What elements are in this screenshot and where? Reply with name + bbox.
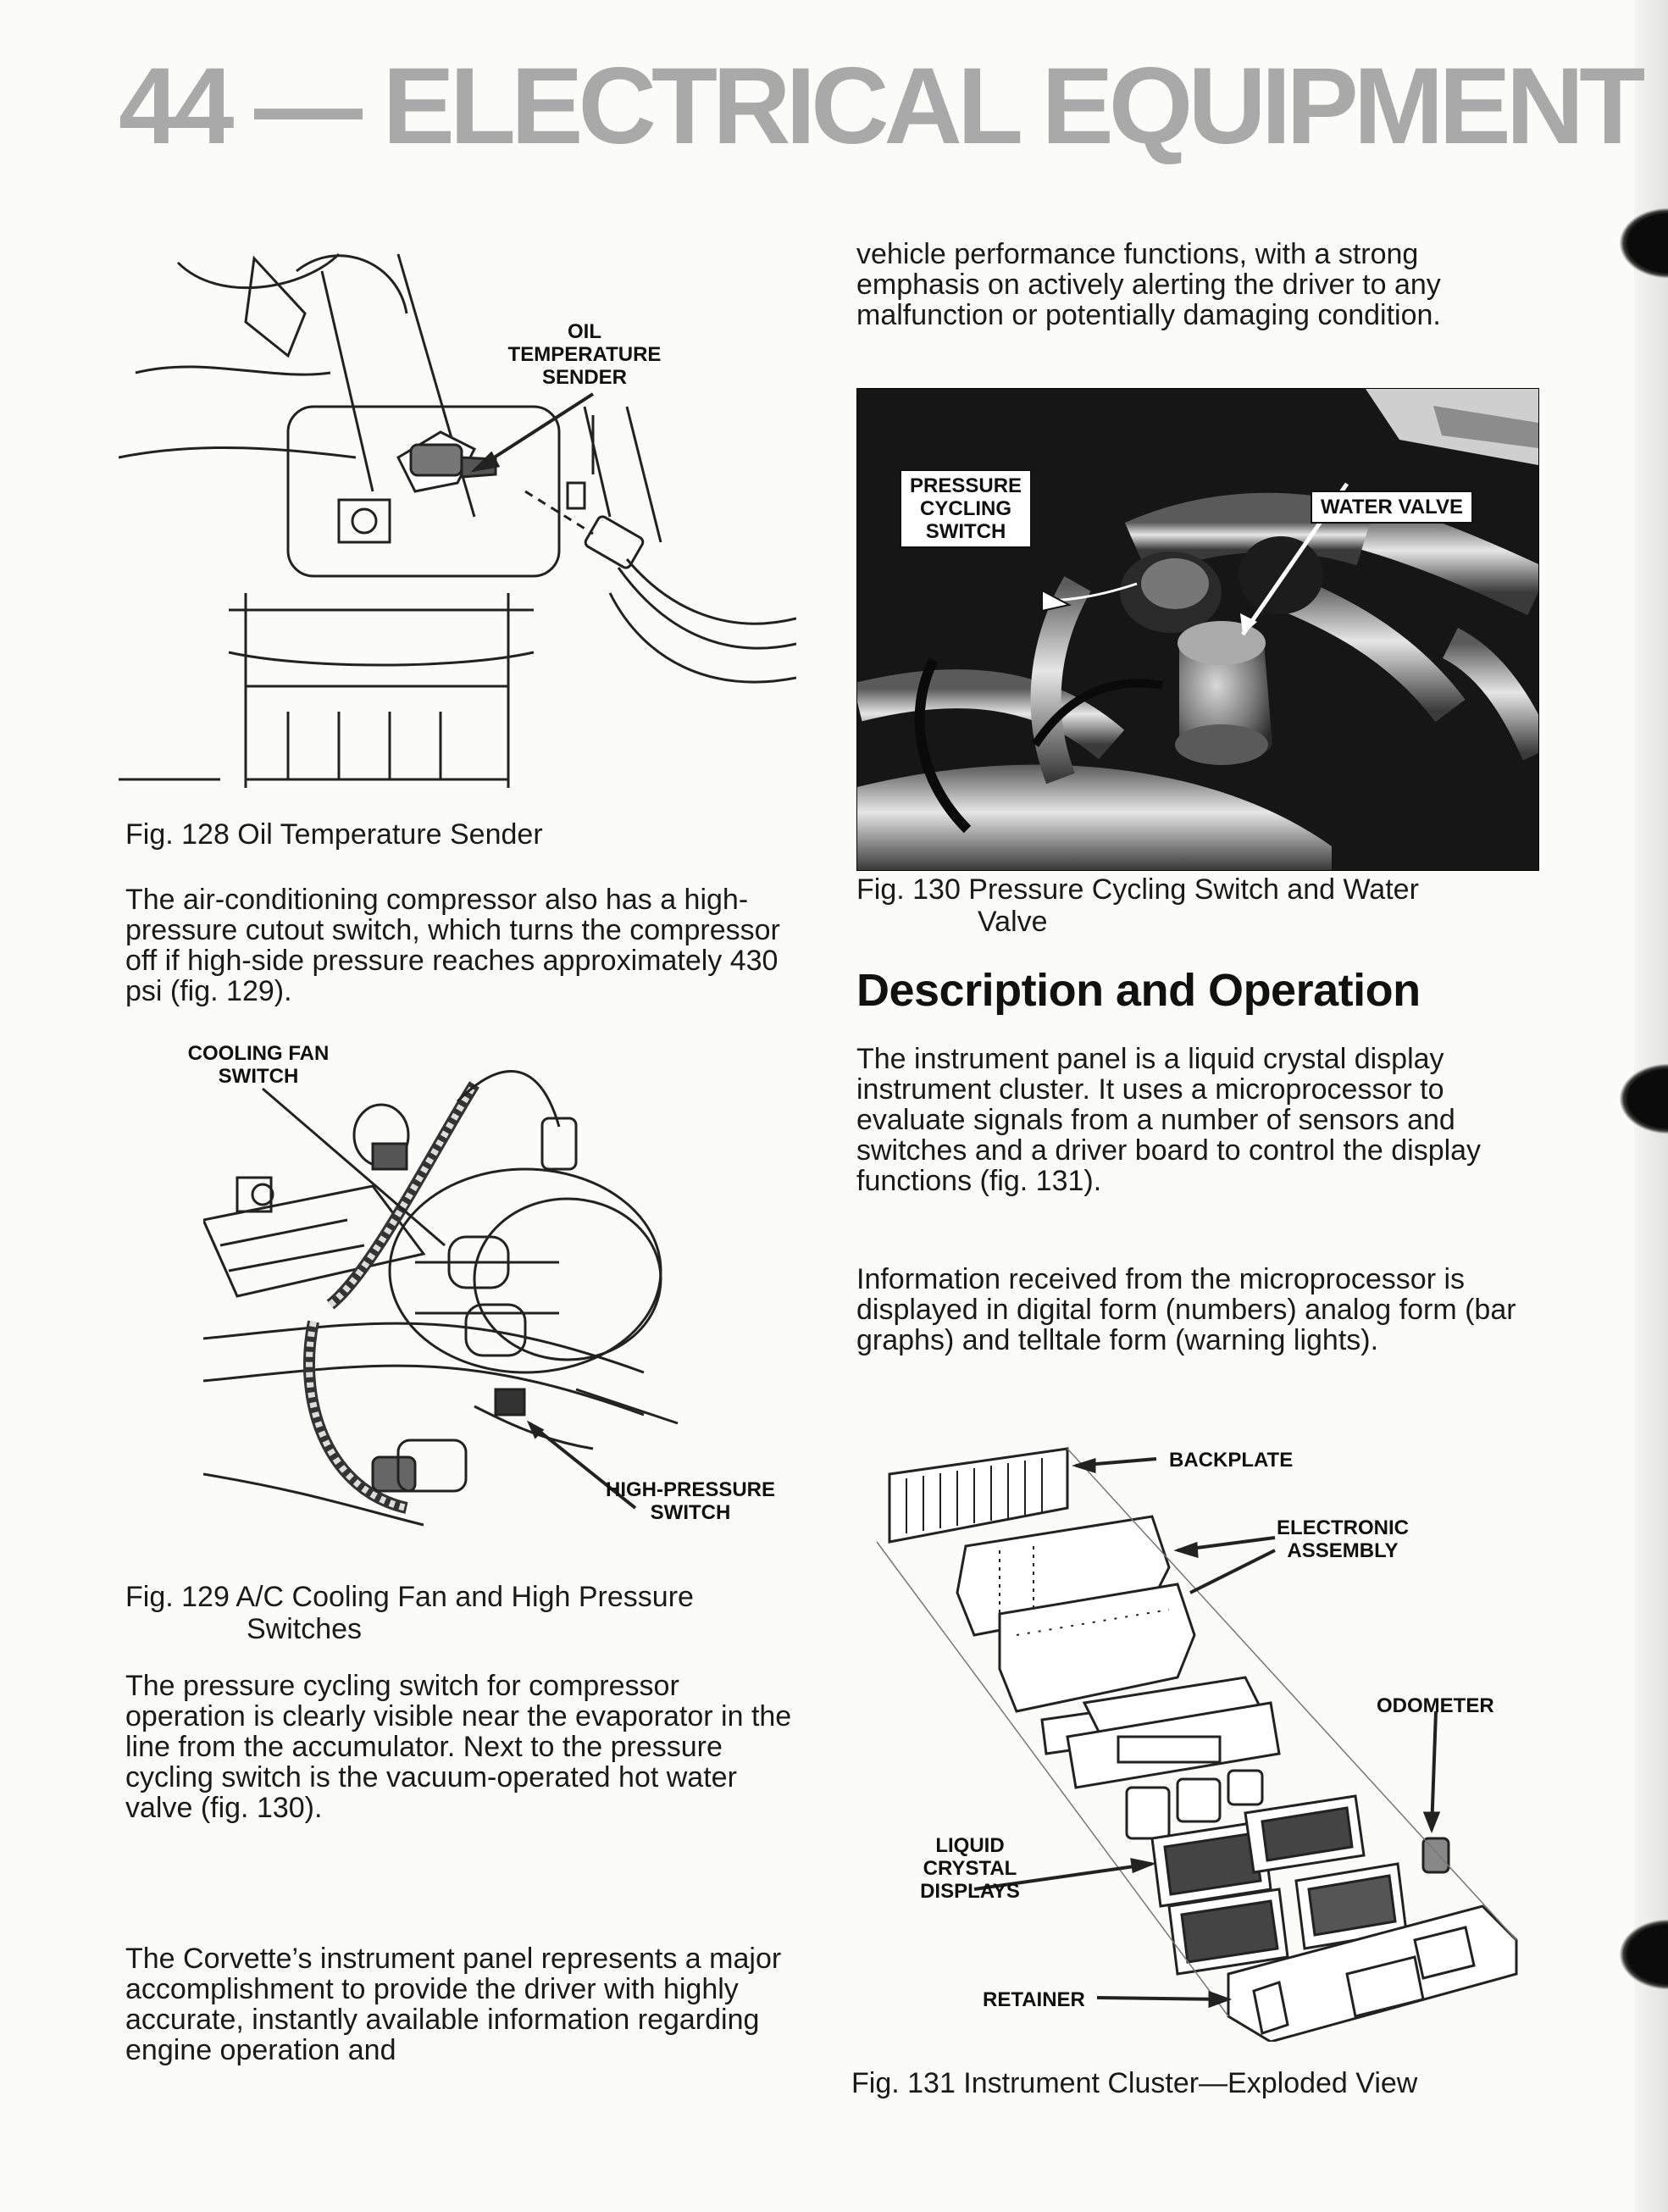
fig130-caption-line1: Fig. 130 Pressure Cycling Switch and Water	[856, 873, 1419, 906]
fig131-caption: Fig. 131 Instrument Cluster—Exploded View	[851, 2067, 1418, 2099]
fig131-callout-liquid-crystal-displays: LIQUID CRYSTAL DISPLAYS	[920, 1834, 1020, 1903]
punch-hole-middle	[1619, 1063, 1668, 1134]
fig129-ac-cooling-fan-illustration	[203, 1051, 796, 1533]
fig128-callout-oil-temp-sender: OIL TEMPERATURE SENDER	[507, 320, 662, 389]
fig129-caption-line1: Fig. 129 A/C Cooling Fan and High Pressure	[125, 1581, 694, 1613]
paragraph-performance-functions: vehicle performance functions, with a strong emphasis on actively alerting the driver to any malfunction or potentially damaging condition.	[856, 238, 1441, 331]
fig128-caption: Fig. 128 Oil Temperature Sender	[125, 818, 543, 851]
fig130-callout-water-valve: WATER VALVE	[1311, 491, 1473, 524]
fig131-instrument-cluster-exploded-illustration	[873, 1432, 1533, 2042]
fig129-caption-line2: Switches	[247, 1613, 363, 1645]
fig130-caption	[856, 873, 1419, 938]
paragraph-high-pressure-cutout: The air-conditioning compressor also has a high-pressure cutout switch, which turns the compressor off if high-side pressure reaches approximately 430 psi (fig. 129).	[125, 884, 780, 1007]
paragraph-display-forms: Information received from the microprocessor is displayed in digital form (numbers) analog form (bar graphs) and telltale form (warning lights).	[856, 1263, 1516, 1356]
paragraph-corvette-instrument-panel: The Corvette’s instrument panel represents a major accomplishment to provide the driver with highly accurate, instantly available information regarding engine operation and	[125, 1943, 782, 2066]
fig129-callout-cooling-fan-switch: COOLING FAN SWITCH	[187, 1042, 330, 1088]
fig129-caption	[125, 1581, 694, 1645]
paragraph-lcd-instrument-cluster: The instrument panel is a liquid crystal display instrument cluster. It uses a microprocessor to evaluate signals from a number of sensors and switches and a driver board to control the display functions (fig. 131).	[856, 1043, 1482, 1197]
fig130-photo	[856, 388, 1539, 871]
fig128-oil-temp-sender-illustration	[119, 237, 796, 788]
punch-hole-top	[1619, 208, 1668, 279]
fig131-callout-electronic-assembly: ELECTRONIC ASSEMBLY	[1277, 1516, 1409, 1562]
fig130-caption-line2: Valve	[978, 906, 1048, 938]
fig131-callout-odometer: ODOMETER	[1377, 1694, 1494, 1717]
fig131-callout-backplate: BACKPLATE	[1169, 1449, 1294, 1472]
punch-hole-bottom	[1619, 1919, 1668, 1990]
fig130-callout-pressure-cycling-switch: PRESSURE CYCLING SWITCH	[900, 469, 1032, 548]
section-heading-description-operation: Description and Operation	[856, 965, 1421, 1016]
paragraph-pressure-cycling-switch: The pressure cycling switch for compressor operation is clearly visible near the evaporator in the line from the accumulator. Next to the pressure cycling switch is the vacuum-operated hot water valve (fig. 130).	[125, 1670, 792, 1824]
fig131-callout-retainer: RETAINER	[983, 1988, 1085, 2011]
page-header-title: 44 — ELECTRICAL EQUIPMENT	[119, 46, 1641, 167]
fig129-callout-high-pressure-switch: HIGH-PRESSURE SWITCH	[605, 1478, 776, 1524]
